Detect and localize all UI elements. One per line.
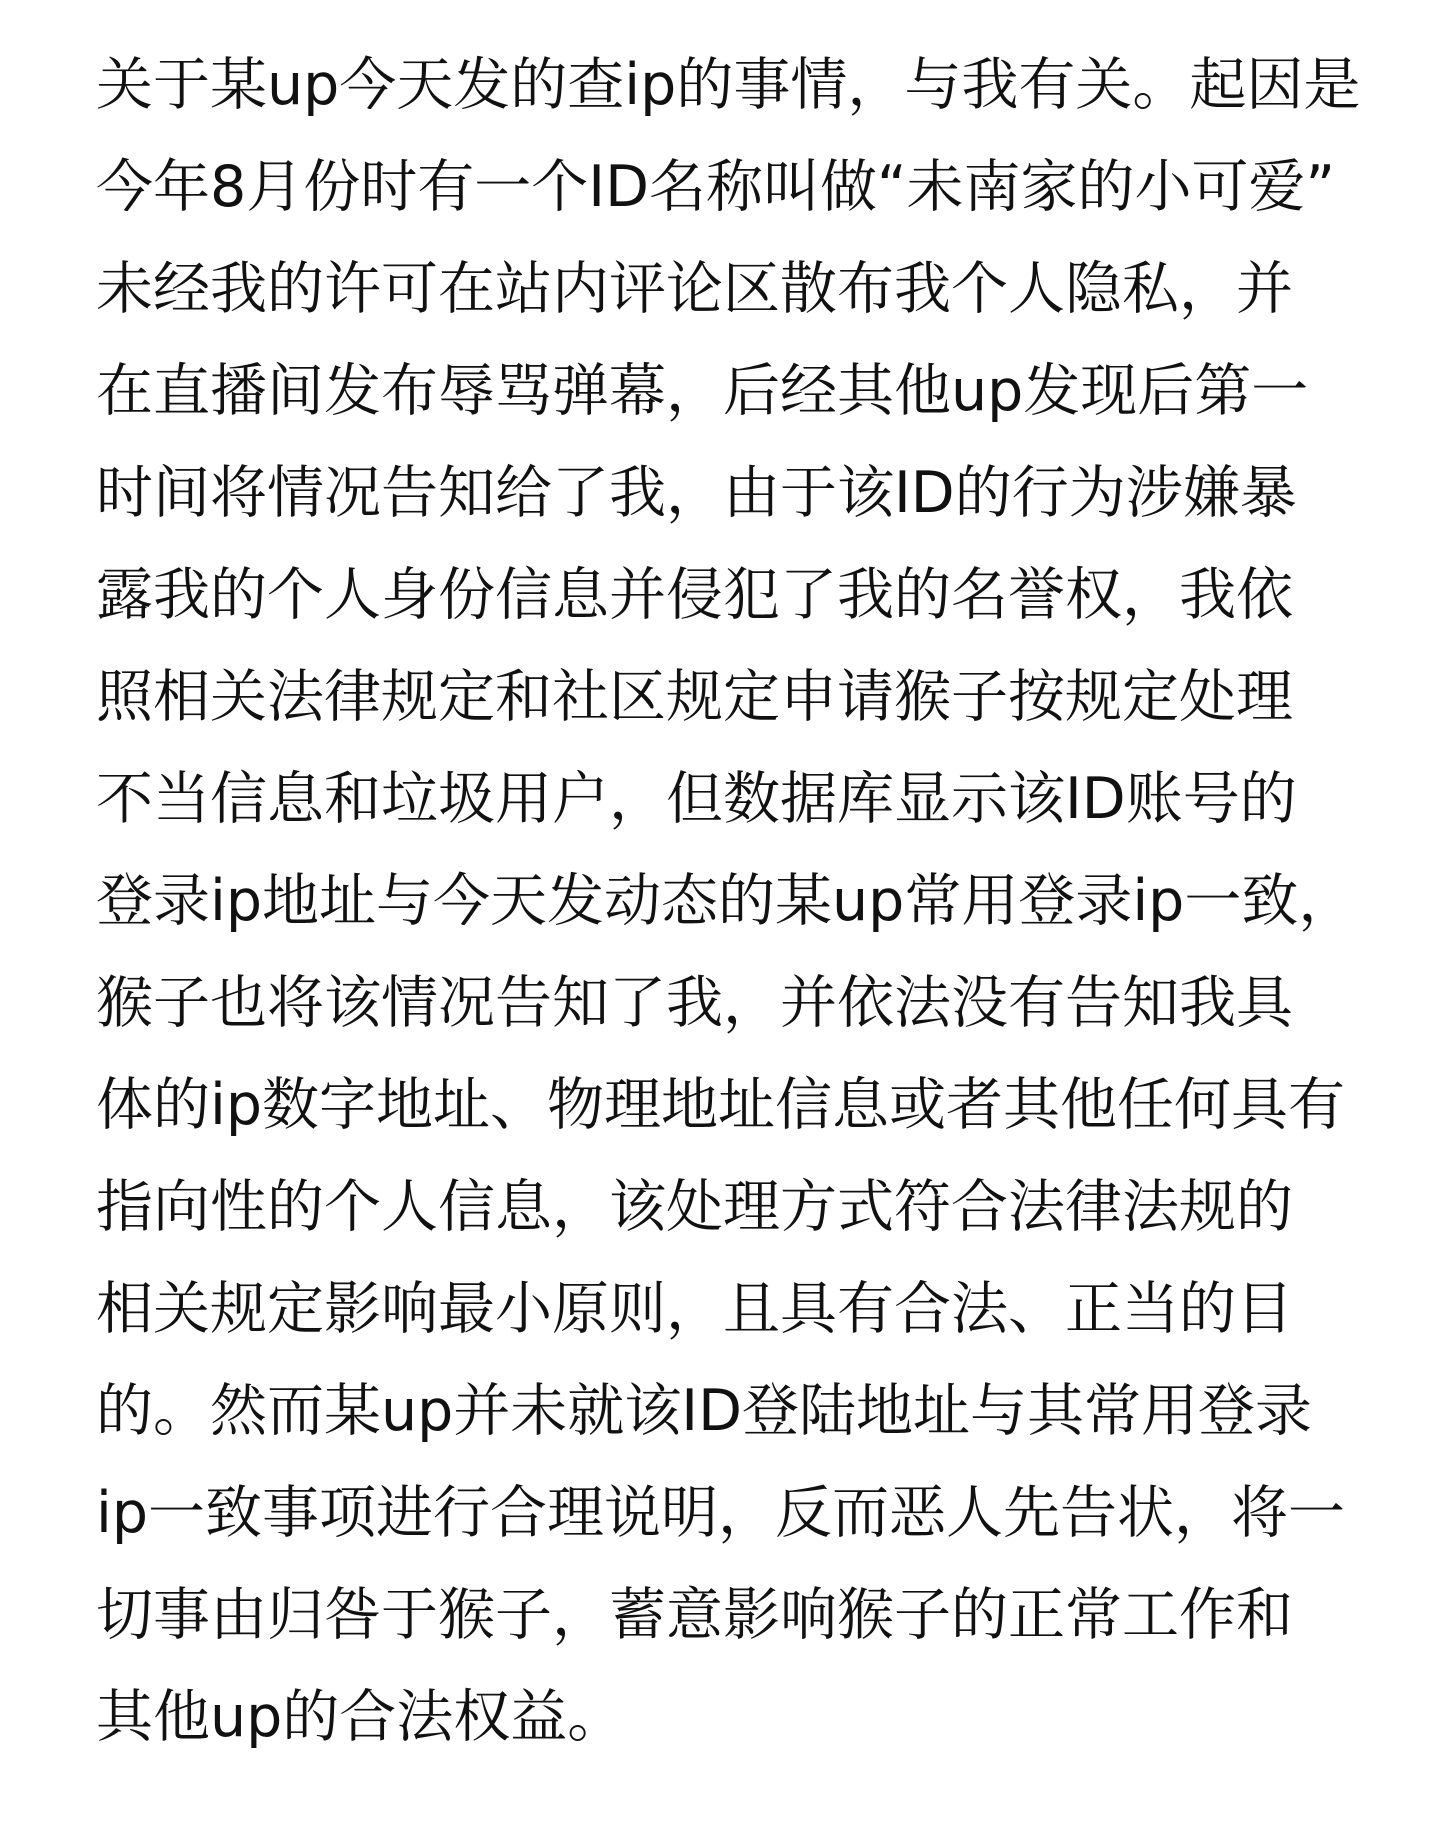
text-line: 今年8月份时有一个ID名称叫做“未南家的小可爱”: [96, 154, 1336, 220]
text-line: 关于某up今天发的查ip的事情，与我有关。起因是: [96, 52, 1361, 118]
text-line: 登录ip地址与今天发动态的某up常用登录ip一致，: [96, 868, 1356, 934]
text-line: 猴子也将该情况告知了我，并依法没有告知我具: [96, 970, 1293, 1036]
text-line: 在直播间发布辱骂弹幕，后经其他up发现后第一: [96, 358, 1309, 424]
text-line: 的。然而某up并未就该ID登陆地址与其常用登录: [96, 1378, 1313, 1444]
text-line: 照相关法律规定和社区规定申请猴子按规定处理: [96, 664, 1293, 730]
text-line: 露我的个人身份信息并侵犯了我的名誉权，我依: [96, 562, 1293, 628]
text-line: 不当信息和垃圾用户，但数据库显示该ID账号的: [96, 766, 1297, 832]
text-line: 指向性的个人信息，该处理方式符合法律法规的: [96, 1174, 1293, 1240]
text-line: 未经我的许可在站内评论区散布我个人隐私，并: [96, 256, 1293, 322]
text-line: 切事由归咎于猴子，蓄意影响猴子的正常工作和: [96, 1582, 1293, 1648]
text-line: 相关规定影响最小原则，且具有合法、正当的目: [96, 1276, 1293, 1342]
document-body: [96, 34, 1376, 1768]
text-line: 其他up的合法权益。: [96, 1684, 625, 1750]
text-line: 时间将情况告知给了我，由于该ID的行为涉嫌暴: [96, 460, 1297, 526]
text-line: ip一致事项进行合理说明，反而恶人先告状，将一: [96, 1480, 1346, 1546]
text-line: 体的ip数字地址、物理地址信息或者其他任何具有: [96, 1072, 1346, 1138]
